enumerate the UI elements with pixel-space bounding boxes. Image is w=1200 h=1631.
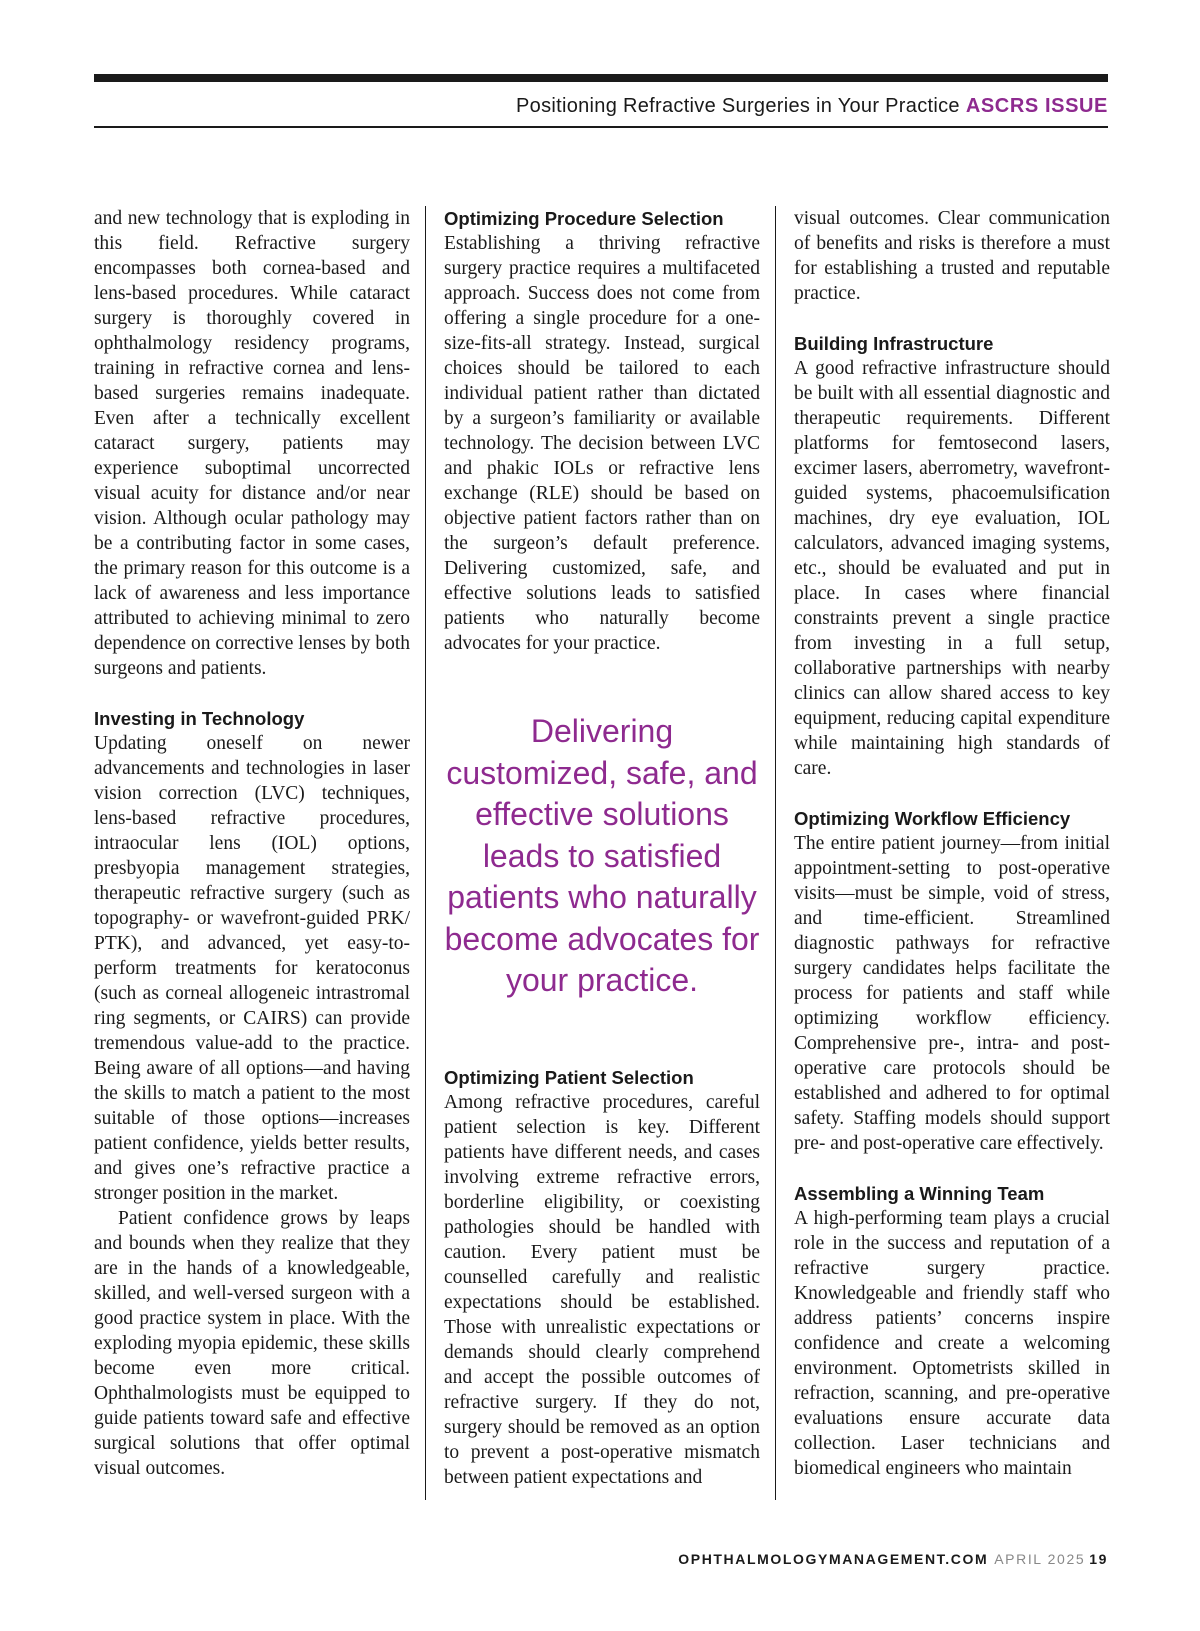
issue-label: ASCRS ISSUE xyxy=(965,95,1108,117)
paragraph: A good refractive infrastructure should be built with all essential diagnostic and therapeutic requirements. Different platforms for femtosecond lasers, excimer lasers, aberrometry, wavefront-guided systems, phacoemulsification machines, dry eye evaluation, IOL calculators, advanced imaging systems, etc., should be evaluated and put in place. In cases where financial constraints prevent a single practice from investing in a full setup, collaborative partnerships with nearby clinics can allow shared access to key equipment, reducing capital expenditure while maintaining high standards of care. xyxy=(794,358,1110,779)
page-footer xyxy=(678,1551,1108,1567)
paragraph: Establishing a thriving refractive surgery practice requires a multifaceted approach. Success does not come from offering a single procedure for a one-size-fits-all strategy. Instead, surgical choices should be tailored to each individual patient rather than dictated by a surgeon’s familiarity or available technology. The decision between LVC and phakic IOLs or refractive lens exchange (RLE) should be based on objective patient factors rather than on the surgeon’s default preference. Delivering customized, safe, and effective solutions leads to satisfied patients who naturally become advocates for your practice. xyxy=(444,233,760,654)
section-heading-patient-selection: Optimizing Patient Selection xyxy=(444,1066,694,1088)
paragraph: visual outcomes. Clear communication of benefits and risks is therefore a must for establishing a trusted and reputable practice. xyxy=(794,208,1110,304)
section-heading-infrastructure: Building Infrastructure xyxy=(794,333,994,354)
paragraph: The entire patient journey—from initial appointment-setting to post-operative visits—must be simple, void of stress, and time-efficient. Streamlined diagnostic pathways for refractive surgery candidates helps facilitate the process for patients and staff while optimizing workflow efficiency. Comprehensive pre-, intra- and post-operative care protocols should be established and adhered to for optimal safety. Staffing models should support pre- and post-operative care effectively. xyxy=(794,833,1110,1154)
running-header xyxy=(94,90,1108,122)
column-divider xyxy=(775,206,776,1500)
section-heading-procedure-selection: Optimizing Procedure Selection xyxy=(444,208,724,229)
section-heading-workflow: Optimizing Workflow Efficiency xyxy=(794,808,1071,829)
page-number: 19 xyxy=(1089,1551,1108,1567)
column-1 xyxy=(94,206,410,1481)
header-rule xyxy=(94,126,1108,128)
column-3 xyxy=(794,206,1110,1481)
paragraph: Updating oneself on newer advancements and technologies in laser vision correction (LVC) techniques, lens-based refractive procedures, intraocular lens (IOL) options, presbyopia management strategies, therapeutic refractive surgery (such as topography- or wavefront-guided PRK/ PTK), and advanced, yet easy-to-perform treatments for keratoconus (such as corneal allogeneic intrastromal ring segments, or CAIRS) can provide tremendous value-add to the practice. Being aware of all options—and having the skills to match a patient to the most suitable of those options—increases patient confidence, yields better results, and gives one’s refractive practice a stronger position in the market. xyxy=(94,733,410,1204)
paragraph: and new technology that is exploding in this field. Refractive surgery encompasses both cornea-based and lens-based procedures. While cataract surgery is thoroughly covered in ophthalmology residency programs, training in refractive cornea and lens-based surgeries remains inadequate. Even after a technically excellent cataract surgery, patients may experience suboptimal uncorrected visual acuity for distance and/or near vision. Although ocular pathology may be a contributing factor in some cases, the primary reason for this outcome is a lack of awareness and less importance attributed to achieving minimal to zero dependence on corrective lenses by both surgeons and patients. xyxy=(94,208,410,679)
column-divider xyxy=(425,206,426,1500)
top-rule xyxy=(94,74,1108,82)
section-heading-team: Assembling a Winning Team xyxy=(794,1183,1045,1204)
column-2 xyxy=(444,206,760,1490)
pull-quote: Delivering customized, safe, and effective solutions leads to satisfied patients who naturally become advocates for your practice. xyxy=(444,713,760,998)
header-title: Positioning Refractive Surgeries in Your Practice xyxy=(516,95,960,117)
footer-date: APRIL 2025 xyxy=(994,1551,1086,1567)
paragraph: A high-performing team plays a crucial role in the success and reputation of a refractive surgery practice. Knowledgeable and friendly staff who address patients’ concerns inspire confidence and create a welcoming environment. Optometrists skilled in refraction, scanning, and pre-operative evaluations ensure accurate data collection. Laser technicians and biomedical engineers who maintain xyxy=(794,1208,1110,1479)
paragraph: Patient confidence grows by leaps and bounds when they realize that they are in the hands of a knowledgeable, skilled, and well-versed surgeon with a good practice system in place. With the exploding myopia epidemic, these skills become even more critical. Ophthalmologists must be equipped to guide patients toward safe and effective surgical solutions that offer optimal visual outcomes. xyxy=(94,1208,410,1479)
footer-site: OPHTHALMOLOGYMANAGEMENT.COM xyxy=(678,1551,989,1567)
section-heading-technology: Investing in Technology xyxy=(94,708,305,729)
paragraph: Among refractive procedures, careful patient selection is key. Different patients have different needs, and cases involving extreme refractive errors, borderline eligibility, or coexisting pathologies should be handled with caution. Every patient must be counselled carefully and realistic expectations should be established. Those with unrealistic expectations or demands should clearly comprehend and accept the possible outcomes of refractive surgery. If they do not, surgery should be removed as an option to prevent a post-operative mismatch between patient expectations and xyxy=(444,1091,760,1488)
